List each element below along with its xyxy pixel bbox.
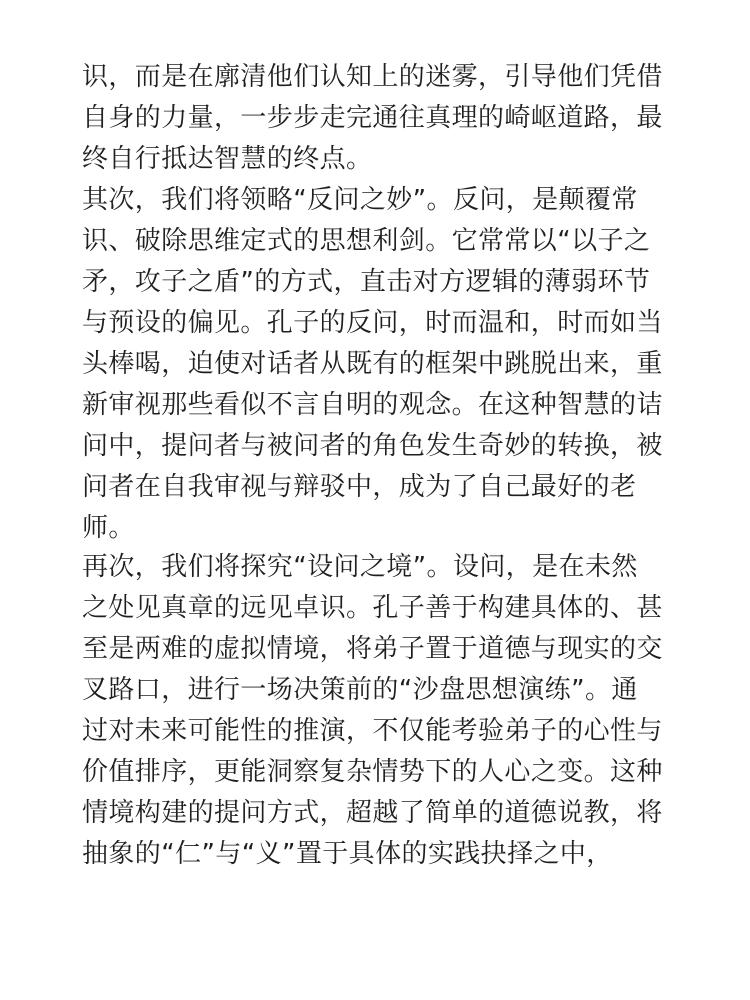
- text-line: 价值排序，更能洞察复杂情势下的人心之变。这种: [82, 757, 663, 787]
- text-line: 情境构建的提问方式，超越了简单的道德说教，将: [82, 798, 663, 828]
- text-line: 自身的力量，一步步走完通往真理的崎岖道路，最: [82, 103, 663, 133]
- text-line: 师。: [82, 513, 135, 543]
- text-line: 抽象的“仁”与“义”置于具体的实践抉择之中，: [82, 839, 613, 869]
- text-line: 之处见真章的远见卓识。孔子善于构建具体的、甚: [82, 593, 663, 623]
- text-line: 头棒喝，迫使对话者从既有的框架中跳脱出来，重: [82, 349, 663, 379]
- text-line: 再次，我们将探究“设问之境”。设问，是在未然: [82, 552, 638, 582]
- text-line: 叉路口，进行一场决策前的“沙盘思想演练”。通: [82, 675, 638, 705]
- paragraph-3: [82, 547, 682, 875]
- text-line: 与预设的偏见。孔子的反问，时而温和，时而如当: [82, 308, 663, 338]
- text-line: 问者在自我审视与辩驳中，成为了自己最好的老: [82, 472, 637, 502]
- text-line: 问中，提问者与被问者的角色发生奇妙的转换，被: [82, 431, 663, 461]
- text-line: 至是两难的虚拟情境，将弟子置于道德与现实的交: [82, 634, 663, 664]
- text-line: 新审视那些看似不言自明的观念。在这种智慧的诘: [82, 390, 663, 420]
- text-line: 识、破除思维定式的思想利剑。它常常以“以子之: [82, 226, 651, 256]
- text-line: 过对未来可能性的推演，不仅能考验弟子的心性与: [82, 716, 663, 746]
- paragraph-2: [82, 180, 682, 549]
- paragraph-1: [82, 57, 682, 180]
- text-line: 矛，攻子之盾”的方式，直击对方逻辑的薄弱环节: [82, 267, 651, 297]
- text-line: 终自行抵达智慧的终点。: [82, 144, 373, 174]
- text-line: 其次，我们将领略“反问之妙”。反问，是颠覆常: [82, 185, 638, 215]
- text-line: 识，而是在廓清他们认知上的迷雾，引导他们凭借: [82, 62, 663, 92]
